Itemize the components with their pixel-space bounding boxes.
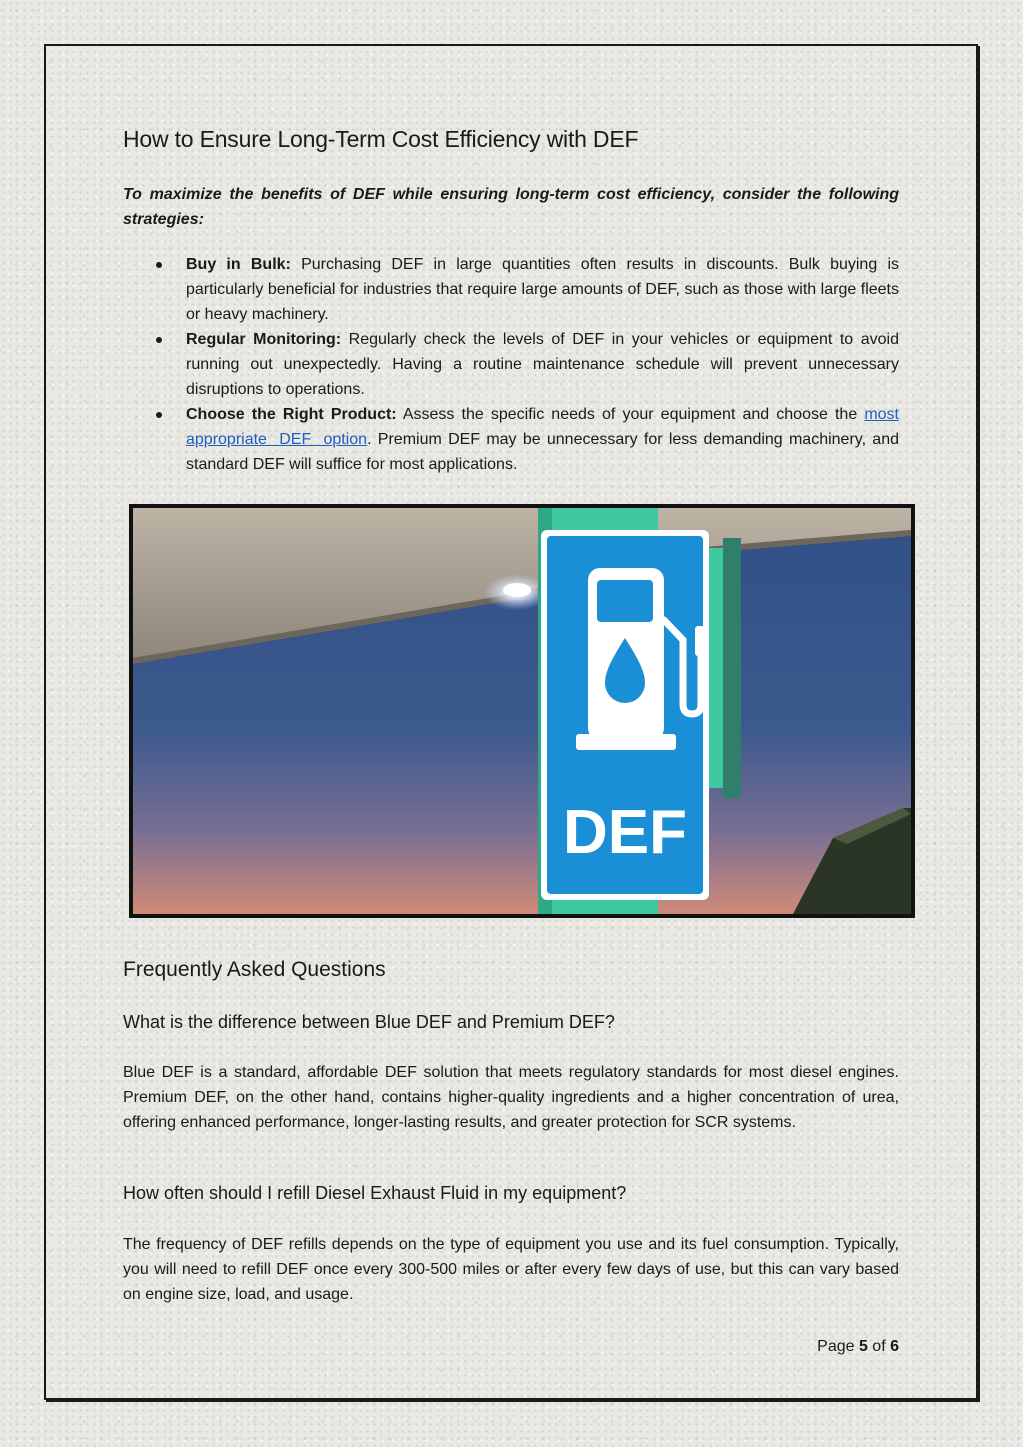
bullet-icon [156,262,162,268]
faq-answer: The frequency of DEF refills depends on the type of equipment you use and its fuel consumption. Typically, you will need to refill DEF once every 300-500 miles or after every few days of use, but this can vary based on engine size, load, and usage. [123,1236,899,1303]
strategy-text: Regularly check the levels of DEF in your vehicles or equipment to avoid running out unexpectedly. Having a routine maintenance schedule will prevent unnecessary disruptions to operations. [186,331,899,398]
strategy-list [123,252,899,477]
list-item [123,327,899,402]
strategy-label: Regular Monitoring: [186,331,342,348]
strategy-text: Assess the specific needs of your equipment and choose the [396,406,865,423]
list-item [123,252,899,327]
intro-paragraph: To maximize the benefits of DEF while ensuring long-term cost efficiency, consider the following strategies: [123,186,899,228]
page-prefix: Page [817,1338,859,1355]
list-item [123,402,899,477]
sign-text: DEF [563,798,687,867]
strategy-label: Choose the Right Product: [186,406,397,423]
bullet-icon [156,337,162,343]
def-option-link[interactable]: most appropriate DEF option [186,406,899,448]
page-number [817,1338,899,1356]
section-heading: How to Ensure Long-Term Cost Efficiency with DEF [123,126,639,152]
strategy-text: . Premium DEF may be unnecessary for less demanding machinery, and standard DEF will suffice for most applications. [186,431,899,473]
bullet-icon [156,412,162,418]
page-middle: of [867,1338,891,1355]
strategy-label: Buy in Bulk: [186,256,291,273]
def-sign-photo [129,504,915,918]
faq-question: How often should I refill Diesel Exhaust Fluid in my equipment? [123,1183,627,1203]
faq-question: What is the difference between Blue DEF and Premium DEF? [123,1012,615,1032]
def-pump-sign-image [133,508,911,914]
faq-answer: Blue DEF is a standard, affordable DEF solution that meets regulatory standards for most diesel engines. Premium DEF, on the other hand, contains higher-quality ingredients and a higher concentration of urea, offering enhanced performance, longer-lasting results, and greater protection for SCR systems. [123,1064,899,1131]
faq-heading: Frequently Asked Questions [123,958,386,981]
strategy-text: Purchasing DEF in large quantities often results in discounts. Bulk buying is particularly beneficial for industries that require large amounts of DEF, such as those with large fleets or heavy machinery. [186,256,899,323]
page-current: 5 [858,1338,868,1355]
page-total: 6 [890,1338,899,1355]
